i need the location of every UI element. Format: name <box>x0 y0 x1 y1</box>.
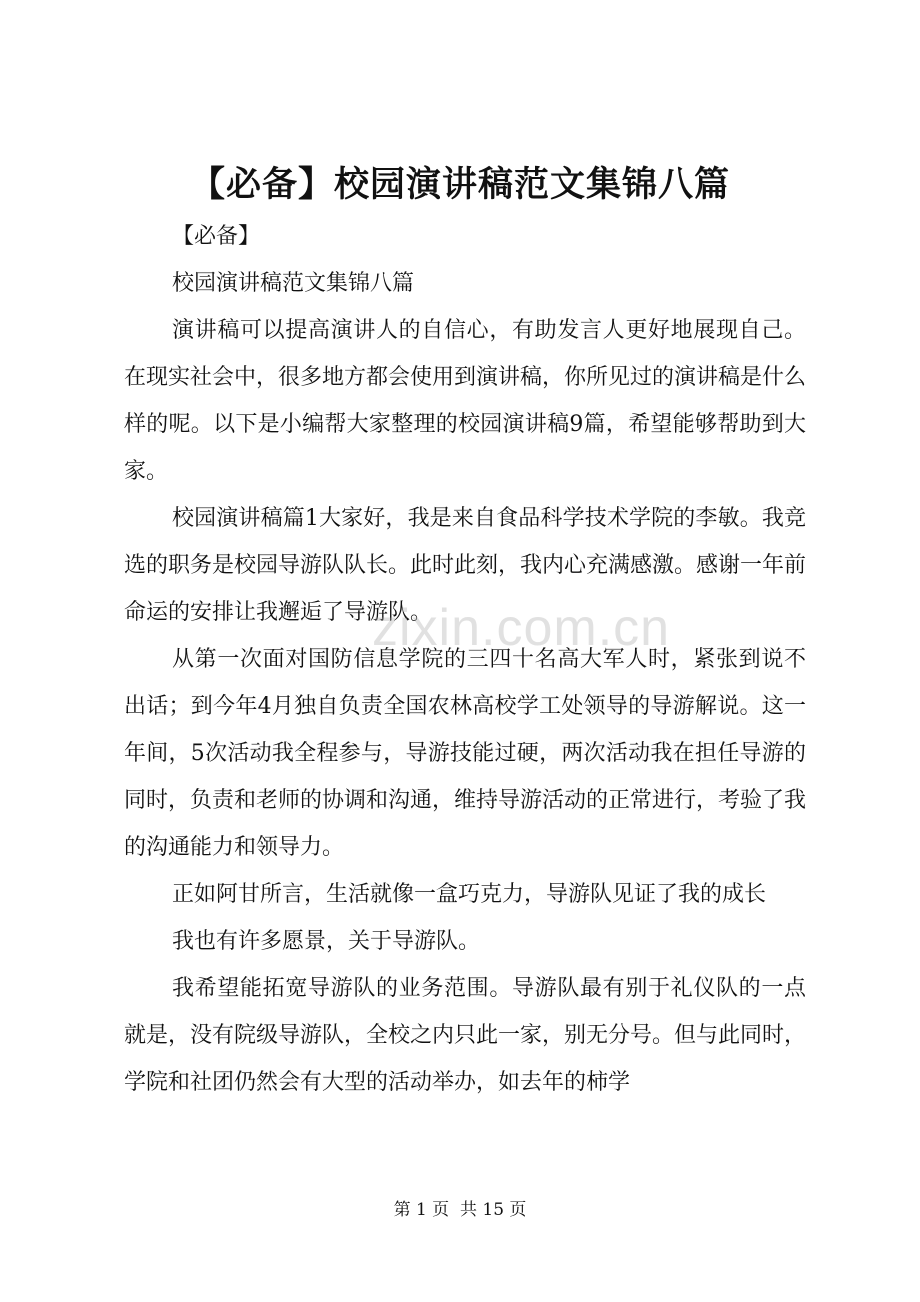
paragraph-vision: 我也有许多愿景，关于导游队。 <box>172 929 481 954</box>
paragraph-subtitle: 校园演讲稿范文集锦八篇 <box>172 271 415 296</box>
paragraph-intro: 演讲稿可以提高演讲人的自信心，有助发言人更好地展现自己。在现实社会中，很多地方都会使用到演讲稿，你所见过的演讲稿是什么样的呢。以下是小编帮大家整理的校园演讲稿9篇，希望能够帮助到大家。 <box>124 318 807 484</box>
paragraph-tag: 【必备】 <box>172 224 261 249</box>
paragraph-experience: 从第一次面对国防信息学院的三四十名高大军人时，紧张到说不出话；到今年4月独自负责全国农林高校学工处领导的导游解说。这一年间，5次活动我全程参与，导游技能过硬，两次活动我在担任导游的同时，负责和老师的协调和沟通，维持导游活动的正常进行，考验了我的沟通能力和领导力。 <box>124 647 807 860</box>
document-body <box>124 213 806 1106</box>
page-number: 第 1 页 共 15 页 <box>393 1200 527 1220</box>
paragraph-hope: 我希望能拓宽导游队的业务范围。导游队最有别于礼仪队的一点就是，没有院级导游队，全校之内只此一家，别无分号。但与此同时，学院和社团仍然会有大型的活动举办，如去年的柿学 <box>124 976 807 1095</box>
page-footer <box>0 1198 920 1222</box>
paragraph-speech-1: 校园演讲稿篇1大家好，我是来自食品科学技术学院的李敏。我竞选的职务是校园导游队队长。此时此刻，我内心充满感激。感谢一年前命运的安排让我邂逅了导游队。 <box>124 506 807 625</box>
watermark: zixin.com.cn <box>372 599 671 657</box>
document-title: 【必备】校园演讲稿范文集锦八篇 <box>189 164 730 205</box>
paragraph-growth: 正如阿甘所言，生活就像一盒巧克力，导游队见证了我的成长 <box>172 882 767 907</box>
